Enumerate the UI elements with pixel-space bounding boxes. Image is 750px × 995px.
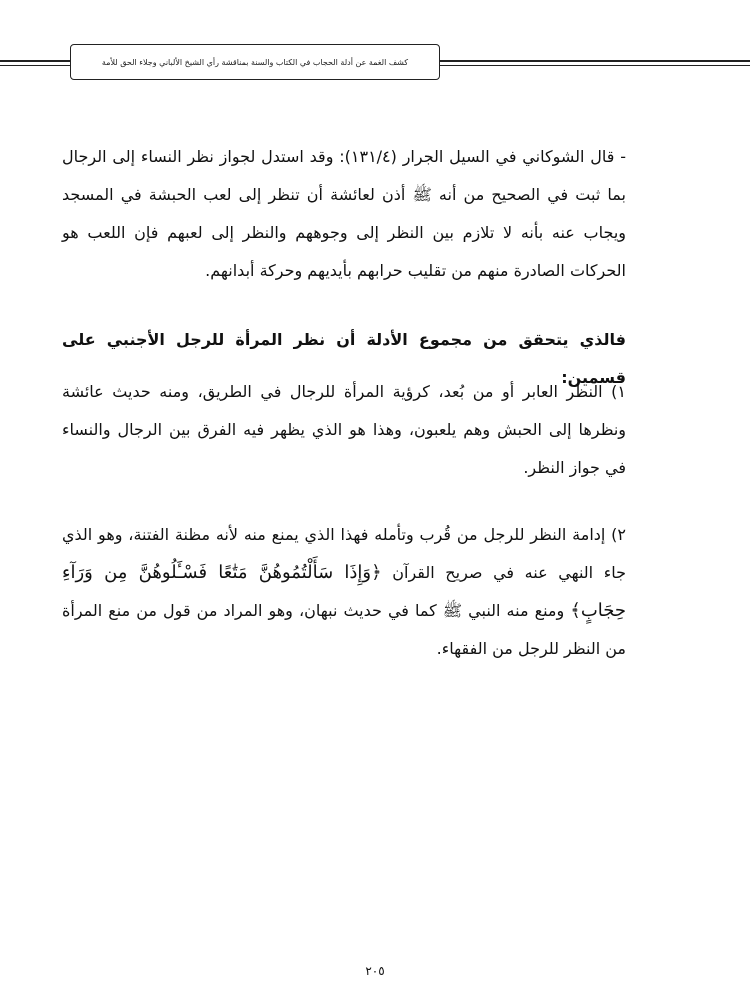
paragraph-text <box>62 516 626 668</box>
section-heading: فالذي يتحقق من مجموع الأدلة أن نظر المرأة للرجل الأجنبي على قسمين: <box>62 330 626 387</box>
header-rule-right <box>440 60 750 66</box>
paragraph-second-category <box>62 516 626 668</box>
running-header <box>0 44 750 82</box>
paragraph-text: ١) النظر العابر أو من بُعد، كرؤية المرأة للرجال في الطريق، ومنه حديث عائشة ونظرها إلى الحبش وهم يلعبون، وهذا هو الذي يظهر فيه الفرق بين الرجال والنساء في جواز النظر. <box>62 382 626 477</box>
paragraph-shawkani-quote <box>62 138 626 290</box>
paragraph-text: - قال الشوكاني في السيل الجرار (١٣١/٤): وقد استدل لجواز نظر النساء إلى الرجال بما ثبت في الصحيح من أنه ﷺ أذن لعائشة أن تنظر إلى لعب الحبشة في المسجد ويجاب عنه بأنه لا تلازم بين النظر إلى وجوههم والنظر إلى لعبهم فإن اللعب هو الحركات الصادرة منهم من تقليب حرابهم بأيديهم وحركة أبدانهم. <box>62 147 626 280</box>
header-rule-left <box>0 60 70 66</box>
book-title: كشف الغمة عن أدلة الحجاب في الكتاب والسنة بمناقشة رأي الشيخ الألباني وجلاء الحق للأمة <box>101 57 409 67</box>
text-after-verse: ومنع منه النبي ﷺ كما في حديث نبهان، وهو المراد من قول من منع المرأة من النظر للرجل من الفقهاء. <box>62 601 626 658</box>
header-frame <box>70 44 440 80</box>
paragraph-first-category <box>62 373 626 487</box>
text-before-verse: ٢) إدامة النظر للرجل من قُرب وتأمله فهذا الذي يمنع منه لأنه مظنة الفتنة، وهو الذي جاء النهي عنه في صريح القرآن <box>62 525 626 582</box>
quran-verse: ﴿وَإِذَا سَأَلْتُمُوهُنَّ مَتَٰعًا فَسْـَٔلُوهُنَّ مِن وَرَآءِ حِجَابٍ﴾ <box>62 562 626 621</box>
page-number: ٢٠٥ <box>365 964 385 978</box>
